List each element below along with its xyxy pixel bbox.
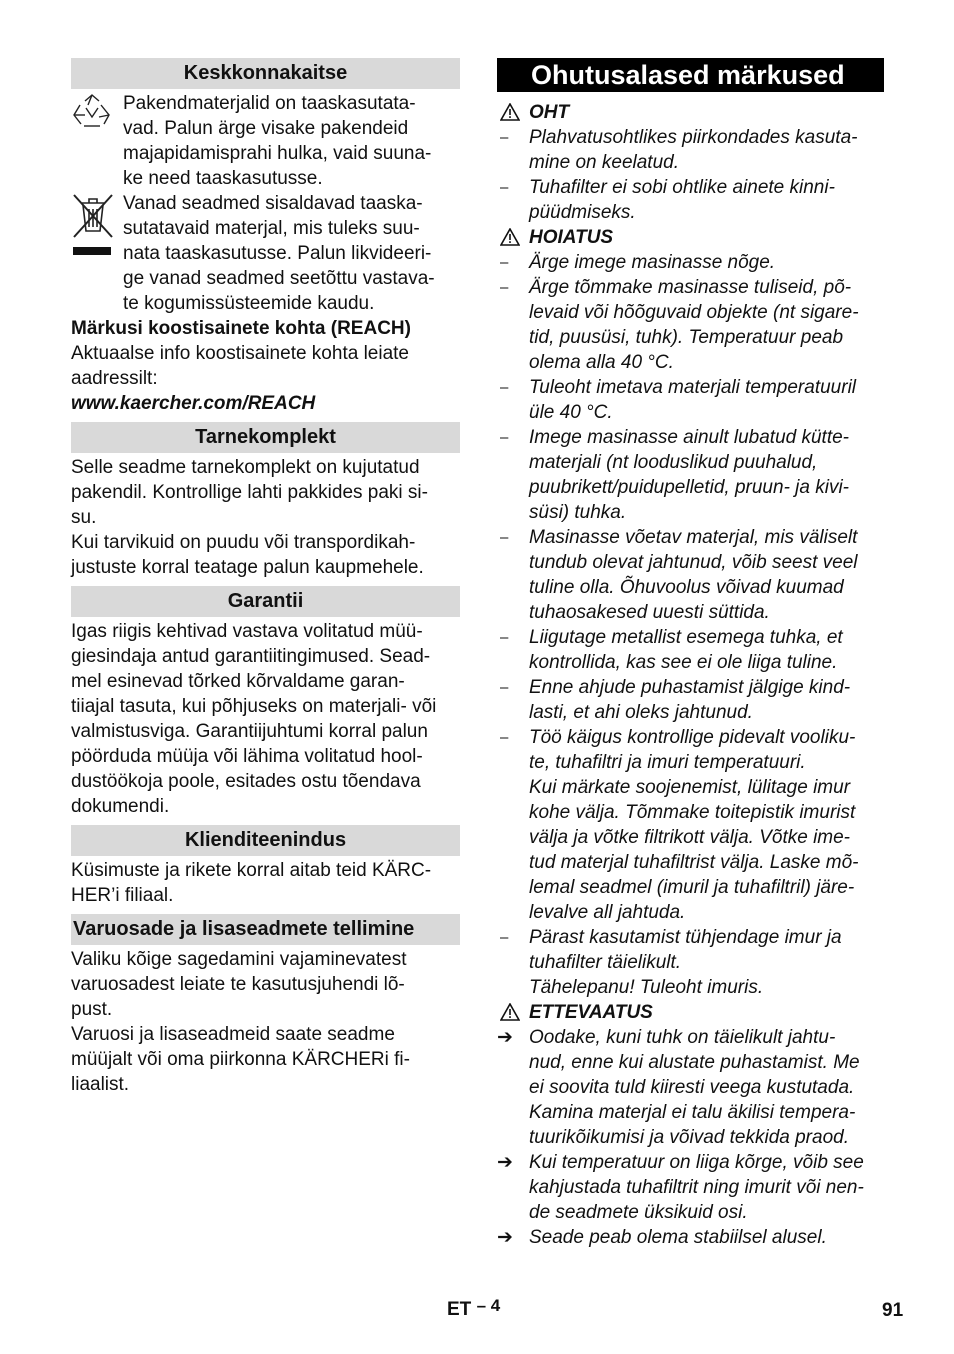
list-item: – Töö käigus kontrollige pidevalt vooliku- te, tuhafiltri ja imuri temperatuuri. Kui märkate soojenemist, lülitage imur kohe välja. Tõmmake toitepistik imurist välja ja võtke filtrikott välja. Võtke ime- tud materjal tuhafiltrist välja. Laske mõ- lemal seadmel (imuril ja tuhafiltril) järe- levalve all jahtuda. [500, 727, 859, 923]
dash-bullet: – [500, 129, 509, 146]
caution-label: ETTEVAATUS [497, 1000, 884, 1025]
danger-label: OHT [497, 100, 884, 125]
dash-bullet: – [500, 529, 509, 546]
dash-bullet: – [500, 929, 509, 946]
arrow-icon: ➔ [497, 1227, 513, 1248]
heading-warranty: Garantii [71, 586, 460, 617]
dash-bullet: – [500, 254, 509, 271]
dash-bullet: – [500, 729, 509, 746]
warning-label: HOIATUS [497, 225, 884, 250]
dash-bullet: – [500, 179, 509, 196]
dash-bullet: – [500, 629, 509, 646]
list-item: – Masinasse võetav materjal, mis väliselt tundub olevat jahtunud, võib seest veel tuline olla. Õhuvoolus võivad kuumad tuhaosakesed uuesti süttida. [500, 527, 858, 623]
list-item: – Enne ahjude puhastamist jälgige kind- lasti, et ahi oleks jahtunud. [500, 677, 851, 723]
warning-triangle-icon [500, 228, 520, 246]
danger-list [497, 125, 884, 225]
arrow-icon: ➔ [497, 1152, 513, 1173]
dash-bullet: – [500, 679, 509, 696]
warning-triangle-icon [500, 103, 520, 121]
heading-environment: Keskkonnakaitse [71, 58, 460, 89]
reach-title: Märkusi koostisainete kohta (REACH) [71, 318, 411, 339]
left-column: Keskkonnakaitse Pakendmaterjalid on taaskasutata- vad. Palun ärge visake pakendeid majapidamisprahi hulka, vaid suuna- ke need taaskasutusse. Vanad seadmed sisaldavad taaska- sutatavaid materjal, mis tuleks suu- nata taaskasutusse. Palun likvideeri- ge vanad seadmed seetõttu vastava- te kogumissüsteemide kaudu. Märkusi koostisainete kohta (REACH) Aktuaalse info koostisainete kohta leiate aadressilt: www.kaercher.com/REACH Tarnekomplekt Selle seadme tarnekomplekt on kujutatud pakendil. Kontrollige lahti pakkides paki si- su. Kui tarvikuid on puudu või transpordikah- justuste korral teatage palun kaupmehele. Garantii Igas riigis kehtivad vastava volitatud müü- giesindaja antud garantiitingimused. Sead- mel esinevad tõrked kõrvaldame garan- tiiajal tasuta, kui põhjuseks on materjali- või valmistusviga. Garantiijuhtumi korral palun pöörduda müüja või lähima volitatud hool- dustöökoja poole, esitades ostu tõendava dokumendi. Klienditeenindus Küsimuste ja rikete korral aitab teid KÄRC- HER’i filiaal. Varuosade ja lisaseadmete tellimine Valiku kõige sagedamini vajaminevatest varuosadest leiate te kasutusjuhendi lõ- pust. Varuosi ja lisaseadmeid saate seadme müüjalt või oma piirkonna KÄRCHERi fi- liaalist. [71, 58, 460, 1097]
heading-parts: Varuosade ja lisaseadmete tellimine [71, 914, 460, 945]
list-item: – Ärge tõmmake masinasse tuliseid, põ- levaid või hõõguvaid objekte (nt sigare- tid, puusüsi, tuhk). Temperatuur peab olema alla 40 °C. [500, 277, 859, 373]
caution-list [497, 1025, 884, 1250]
warning-list [497, 250, 884, 1000]
warning-triangle-icon [500, 1003, 520, 1021]
list-item: – Tuhafilter ei sobi ohtlike ainete kinni- püüdmiseks. [500, 177, 835, 223]
crossed-bin-icon [71, 193, 117, 264]
list-item: ➔ Seade peab olema stabiilsel alusel. [497, 1227, 827, 1248]
recycle-icon [71, 93, 117, 140]
heading-delivery: Tarnekomplekt [71, 422, 460, 453]
list-item: ➔ Oodake, kuni tuhk on täielikult jahtu- nud, enne kui alustate puhastamist. Me ei soovita tuld kiiresti veega kustutada. Kamina materjal ei talu äkilisi tempera- tuurikõikumisi ja võivad tekkida praod. [497, 1027, 860, 1148]
dash-bullet: – [500, 429, 509, 446]
heading-service: Klienditeenindus [71, 825, 460, 856]
recycle-paragraph: Pakendmaterjalid on taaskasutata- vad. Palun ärge visake pakendeid majapidamisprahi hulka, vaid suuna- ke need taaskasutusse. [71, 91, 460, 191]
list-item: ➔ Kui temperatuur on liiga kõrge, võib see kahjustada tuhafiltrit ning imurit või nen- de seadmete üksikuid osi. [497, 1152, 864, 1223]
list-item: – Pärast kasutamist tühjendage imur ja tuhafilter täielikult. Tähelepanu! Tuleoht imuris. [500, 927, 842, 998]
list-item: – Tuleoht imetava materjali temperatuuril üle 40 °C. [500, 377, 857, 423]
page-number: 91 [882, 1300, 904, 1321]
dash-bullet: – [500, 379, 509, 396]
reach-url-link[interactable]: www.kaercher.com/REACH [71, 393, 316, 414]
footer-section-marker: ET – 4 [447, 1296, 501, 1320]
list-item: – Plahvatusohtlikes piirkondades kasuta- mine on keelatud. [500, 127, 858, 173]
arrow-icon: ➔ [497, 1027, 513, 1048]
page-title: Ohutusalased märkused [497, 58, 884, 92]
list-item: – Ärge imege masinasse nõge. [500, 252, 776, 273]
right-column [497, 58, 884, 1250]
list-item: – Liigutage metallist esemega tuhka, et kontrollida, kas see ei ole liiga tuline. [500, 627, 843, 673]
dash-bullet: – [500, 279, 509, 296]
list-item: – Imege masinasse ainult lubatud kütte- materjali (nt looduslikud puuhalud, puubrikett/puidupelletid, pruun- ja kivi- süsi) tuhka. [500, 427, 850, 523]
appliance-paragraph: Vanad seadmed sisaldavad taaska- sutatavaid materjal, mis tuleks suu- nata taaskasutusse. Palun likvideeri- ge vanad seadmed seetõttu vastava- te kogumissüsteemide kaudu. [71, 191, 460, 316]
